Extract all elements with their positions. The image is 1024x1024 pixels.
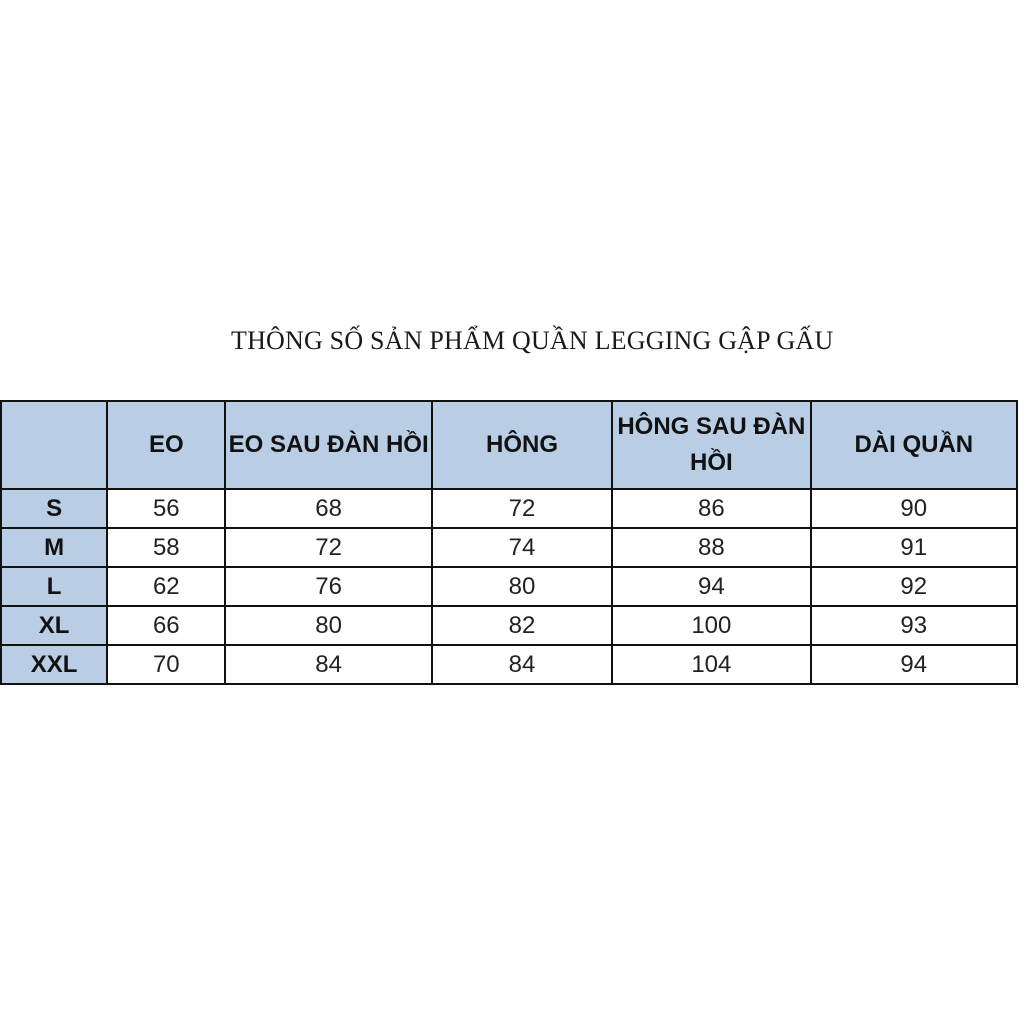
cell-hip: 84 xyxy=(432,645,612,684)
cell-waist-stretched: 72 xyxy=(225,528,431,567)
size-label: XXL xyxy=(1,645,107,684)
table-row xyxy=(1,489,1017,528)
cell-length: 91 xyxy=(811,528,1017,567)
table-header-row xyxy=(1,401,1017,489)
cell-hip: 72 xyxy=(432,489,612,528)
cell-waist-stretched: 80 xyxy=(225,606,431,645)
cell-waist: 58 xyxy=(107,528,225,567)
cell-waist-stretched: 84 xyxy=(225,645,431,684)
cell-hip: 74 xyxy=(432,528,612,567)
cell-length: 90 xyxy=(811,489,1017,528)
cell-length: 93 xyxy=(811,606,1017,645)
size-label: S xyxy=(1,489,107,528)
size-chart-table xyxy=(0,400,1018,685)
size-label: L xyxy=(1,567,107,606)
header-cell-waist: EO xyxy=(107,401,225,489)
header-cell-length: DÀI QUẦN xyxy=(811,401,1017,489)
cell-length: 92 xyxy=(811,567,1017,606)
cell-hip-stretched: 88 xyxy=(612,528,810,567)
table-row xyxy=(1,567,1017,606)
page-title: THÔNG SỐ SẢN PHẨM QUẦN LEGGING GẬP GẤU xyxy=(231,326,834,355)
header-cell-hip-stretched: HÔNG SAU ĐÀN HỒI xyxy=(612,401,810,489)
cell-waist-stretched: 76 xyxy=(225,567,431,606)
cell-hip: 80 xyxy=(432,567,612,606)
size-label: XL xyxy=(1,606,107,645)
cell-waist-stretched: 68 xyxy=(225,489,431,528)
cell-hip-stretched: 104 xyxy=(612,645,810,684)
cell-length: 94 xyxy=(811,645,1017,684)
cell-waist: 66 xyxy=(107,606,225,645)
cell-hip: 82 xyxy=(432,606,612,645)
cell-waist: 56 xyxy=(107,489,225,528)
cell-waist: 70 xyxy=(107,645,225,684)
table-row xyxy=(1,645,1017,684)
size-label: M xyxy=(1,528,107,567)
table-row xyxy=(1,528,1017,567)
cell-waist: 62 xyxy=(107,567,225,606)
header-cell-size xyxy=(1,401,107,489)
cell-hip-stretched: 100 xyxy=(612,606,810,645)
cell-hip-stretched: 94 xyxy=(612,567,810,606)
header-cell-hip: HÔNG xyxy=(432,401,612,489)
cell-hip-stretched: 86 xyxy=(612,489,810,528)
table-row xyxy=(1,606,1017,645)
header-cell-waist-stretched: EO SAU ĐÀN HỒI xyxy=(225,401,431,489)
